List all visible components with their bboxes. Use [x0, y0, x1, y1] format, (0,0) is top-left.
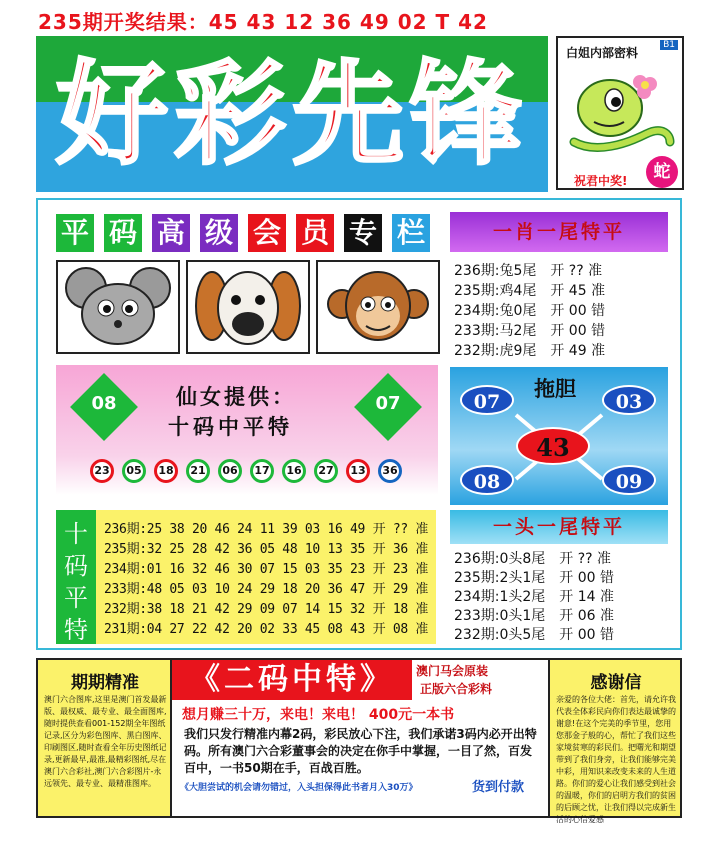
row-period: 233期:马2尾 [454, 323, 537, 339]
footer-slogan: 想月赚三十万，来电！来电！ 400元一本书 [182, 707, 455, 723]
footer-panel [36, 658, 682, 824]
mouse-icon [56, 260, 180, 354]
ten-code-list [96, 510, 436, 644]
fairy-line-1: 仙女提供： [176, 384, 296, 409]
footer-note: 《大胆尝试的机会请勿错过，入头担保得此书者月入30万》 [180, 783, 418, 793]
fairy-ten-numbers-panel [56, 365, 438, 495]
member-title-tile: 高 [152, 214, 190, 252]
footer-side-1: 澳门马会原装 [416, 664, 489, 678]
list-item: 234期:01 16 32 46 30 07 15 03 35 23 开 23 准 [104, 562, 429, 577]
label-char: 特 [64, 616, 88, 644]
member-title-tile: 码 [104, 214, 142, 252]
row-result: 开 45 准 [550, 283, 606, 299]
label-char: 十 [64, 520, 88, 548]
list-item [454, 300, 668, 320]
row-result: 开 00 错 [559, 570, 614, 586]
row-result: 开 49 准 [550, 343, 606, 359]
number-ball: 18 [154, 459, 178, 483]
right-number: 07 [375, 393, 401, 414]
list-item [454, 260, 668, 280]
panel-title: 一头一尾特平 [450, 510, 668, 544]
row-result: 开 00 错 [550, 323, 606, 339]
draw-result-headline: 235期开奖结果：45 43 12 36 49 02 T 42 [38, 10, 488, 34]
row-period: 234期:1头2尾 [454, 589, 546, 605]
row-result: 开 00 错 [550, 303, 606, 319]
list-item [454, 567, 668, 587]
list-item [454, 624, 668, 644]
number-ball: 16 [282, 459, 306, 483]
number-ball: 36 [378, 459, 402, 483]
member-title-tile: 栏 [392, 214, 430, 252]
number-ball: 13 [346, 459, 370, 483]
left-number: 08 [91, 393, 117, 414]
row-period: 233期:0头1尾 [454, 608, 546, 624]
list-item [454, 320, 668, 340]
row-result: 开 14 准 [559, 589, 614, 605]
number-ball: 17 [250, 459, 274, 483]
list-item [454, 340, 668, 360]
number-ball: 21 [186, 459, 210, 483]
row-result: 开 ?? 准 [559, 551, 612, 567]
member-title-tile: 员 [296, 214, 334, 252]
list-item: 233期:48 05 03 10 24 29 18 20 36 47 开 29 准 [104, 582, 429, 597]
drag-number-bottom-left: 08 [460, 465, 514, 495]
fairy-line-2: 十码中平特 [168, 414, 293, 439]
main-banner [36, 36, 548, 192]
label-char: 码 [64, 552, 88, 580]
mascot-greeting: 祝君中奖! [574, 174, 628, 188]
row-period: 235期:鸡4尾 [454, 283, 537, 299]
label-char: 平 [64, 584, 88, 612]
number-ball: 05 [122, 459, 146, 483]
number-ball: 23 [90, 459, 114, 483]
cash-on-delivery-label: 货到付款 [472, 780, 525, 795]
monkey-icon [316, 260, 440, 354]
list-item [454, 605, 668, 625]
zodiac-badge: 蛇 [646, 156, 678, 188]
footer-right [548, 660, 680, 824]
list-item: 231期:04 27 22 42 20 02 33 45 08 43 开 08 准 [104, 622, 429, 637]
footer-right-body: 亲爱的各位大佬：首先，请允许我代表全体彩民向你们表达最诚挚的谢意!在这个完美的季节里，您用您那金子般的心，帮忙了我们这些家境贫寒的彩民们。把曙光和期望带到了我们身旁，让我们能够完美中彩，用知识来改变未来的人生道路。你们的爱心让我们感受到社会的温暖，你们的启明方我们的贫困的后顾之忧，让我们得以完成新生活的心信爱感 [556, 695, 676, 824]
member-title-tile: 专 [344, 214, 382, 252]
row-period: 235期:2头1尾 [454, 570, 546, 586]
drag-number-bottom-right: 09 [602, 465, 656, 495]
row-period: 232期:虎9尾 [454, 343, 537, 359]
row-result: 开 ?? 准 [550, 263, 603, 279]
list-item: 236期:25 38 20 46 24 11 39 03 16 49 开 ?? 准 [104, 522, 429, 537]
footer-side-2: 正版六合彩料 [420, 682, 493, 696]
drag-number-top-right: 03 [602, 385, 656, 415]
footer-left [38, 660, 172, 816]
list-item: 232期:38 18 21 42 29 09 07 14 15 32 开 18 准 [104, 602, 429, 617]
footer-text: 我们只发行精准内幕2码，彩民放心下注，我们承诺3码内必开出特码。所有澳门六合彩董事会的决定在你手中掌握，一目了然，百发百中，一书50期在手，百战百胜。 [184, 727, 537, 775]
number-ball: 06 [218, 459, 242, 483]
mascot-box [556, 36, 684, 190]
footer-right-title: 感谢信 [590, 673, 642, 693]
footer-left-title: 期期精准 [71, 673, 139, 693]
one-head-one-tail-panel [450, 510, 668, 644]
row-result: 开 06 准 [559, 608, 614, 624]
member-title-tile: 会 [248, 214, 286, 252]
mascot-badge: B1 [660, 40, 678, 50]
member-title-tile: 级 [200, 214, 238, 252]
mascot-header: 白姐内部密料 [566, 46, 639, 60]
list-item [454, 548, 668, 568]
drag-title: 拖胆 [534, 376, 576, 401]
row-period: 236期:兔5尾 [454, 263, 537, 279]
list-item [454, 280, 668, 300]
main-panel [36, 198, 682, 650]
row-period: 234期:兔0尾 [454, 303, 537, 319]
banner-title: 好彩先锋 [56, 49, 528, 180]
number-ball: 27 [314, 459, 338, 483]
drag-panel [450, 367, 668, 505]
ten-code-label [56, 510, 96, 644]
dog-icon [186, 260, 310, 354]
row-result: 开 00 错 [559, 627, 614, 643]
one-zodiac-one-tail-panel [450, 212, 668, 359]
panel-title: 一肖一尾特平 [450, 212, 668, 252]
zodiac-images [56, 260, 440, 354]
member-title-tile: 平 [56, 214, 94, 252]
snake-icon [566, 64, 676, 156]
drag-number-top-left: 07 [460, 385, 514, 415]
list-item: 235期:32 25 28 42 36 05 48 10 13 35 开 36 准 [104, 542, 429, 557]
list-item [454, 586, 668, 606]
drag-number-center: 43 [516, 427, 590, 465]
row-period: 236期:0头8尾 [454, 551, 546, 567]
footer-left-body: 澳门六合图库,这里是澳门首发最新版、最权威、最专业、最全面图库,随时提供查看001-152期全年图纸记录,区分为彩色图库、黑白图库、印刷图区,随时查看全年历史图纸记录,更新最早,最准,最精彩图纸,尽在澳门六合彩社,澳门六合彩图片-永远领先、最专业、最精准图库。 [44, 695, 167, 788]
row-period: 232期:0头5尾 [454, 627, 546, 643]
two-code-banner: 《二码中特》 [172, 660, 412, 700]
footer-center [172, 660, 548, 816]
